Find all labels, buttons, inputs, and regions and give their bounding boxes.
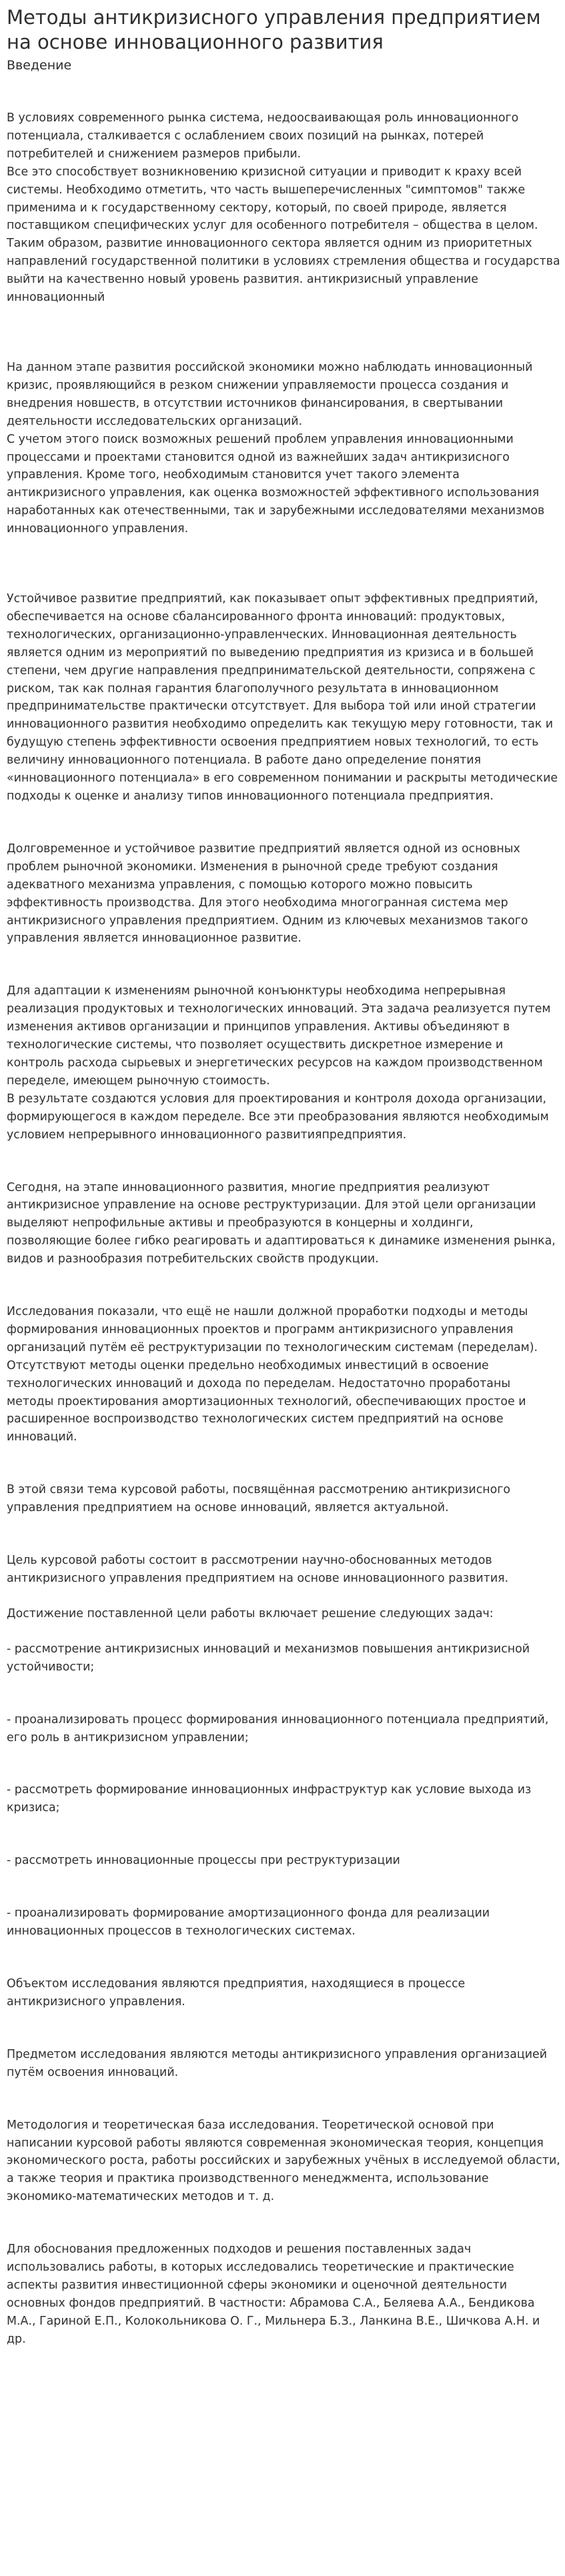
task-item: - проанализировать формирование амортизационного фонда для реализации инновационных процессов в технологических системах. bbox=[7, 1906, 490, 1939]
paragraph-long-term-development: Долговременное и устойчивое развитие предприятий является одной из основных проблем рыночной экономики. Изменения в рыночной среде требуют создания адекватного механизма управления, с помощью которого можно повысить эффективность производства. Для этого необходима многогранная система мер антикризисного управления предприятием. Одним из ключевых механизмов такого управления является инновационное развитие. bbox=[7, 842, 528, 946]
task-item: - проанализировать процесс формирования инновационного потенциала предприятий, его роль в антикризисном управлении; bbox=[7, 1712, 549, 1744]
task-item: - рассмотрение антикризисных инноваций и механизмов повышения антикризисной устойчивости; bbox=[7, 1642, 530, 1674]
document-title: Методы антикризисного управления предприятием на основе инновационного развития bbox=[7, 6, 541, 53]
paragraph-restructuring: Сегодня, на этапе инновационного развития, многие предприятия реализуют антикризисное управление на основе реструктуризации. Для этой цели организации выделяют непрофильные активы и преобразуются в концерны и холдинги, позволяющие более гибко реагировать и адаптироваться к динамике изменения рынка, видов и разнообразия потребительских свойств продукции. bbox=[7, 1180, 556, 1266]
paragraph-sources: Для обоснования предложенных подходов и решения поставленных задач использовались работы, в которых исследовались теоретические и практические аспекты развития инвестиционной сферы экономики и оценочной деятельности основных фондов предприятий. В частности: Абрамова С.А., Беляева А.А., Бендикова М.А., Гариной Е.П., Колокольникова О. Г., Мильнера Б.З., Ланкина В.Е., Шичкова А.Н. и др. bbox=[7, 2243, 540, 2346]
paragraph-adaptation: Для адаптации к изменениям рыночной конъюнктуры необходима непрерывная реализация продуктовых и технологических инноваций. Эта задача реализуется путем изменения активов организации и принципов управления. Активы объединяют в технологические системы, что позволяет осуществить дискретное измерение и контроль расхода сырьевых и энергетических ресурсов на каждом производственном переделе, имеющем рыночную стоимость. В результате создаются условия для проектирования и контроля дохода организации, формирующегося в каждом переделе. Все эти преобразования являются необходимым условием непрерывного инновационного развитияпредприятия. bbox=[7, 984, 551, 1142]
paragraph-innovation-crisis: На данном этапе развития российской экономики можно наблюдать инновационный кризис, проявляющийся в резком снижении управляемости процесса создания и внедрения новшеств, в отсутствии источников финансирования, в свертывании деятельности исследовательских организаций. С учетом этого поиск возможных решений проблем управления инновационными процессами и проектами становится одной из важнейших задач антикризисного управления. Кроме того, необходимым становится учет такого элемента антикризисного управления, как оценка возможностей эффективного использования наработанных как отечественными, так и зарубежными исследователями механизмов инновационного управления. bbox=[7, 360, 545, 536]
paragraph-goal: Цель курсовой работы состоит в рассмотрении научно-обоснованных методов антикризисного управления предприятием на основе инновационного развития. bbox=[7, 1554, 509, 1585]
paragraph-intro-market: В условиях современного рынка система, недоосваивающая роль инновационного потенциала, сталкивается с ослаблением своих позиций на рынках, потерей потребителей и снижением размеров прибыли. Все это способствует возникновению кризисной ситуации и приводит к краху всей системы. Необходимо отметить, что часть вышеперечисленных "симптомов" также применима и к государственному сектору, который, по своей природе, является поставщиком специфических услуг для особенного потребителя – общества в целом. Таким образом, развитие инновационного сектора является одним из приоритетных направлений государственной политики в условиях стремления общества и государства выйти на качественно новый уровень развития. антикризисный управление инновационный bbox=[7, 111, 560, 305]
paragraph-subject: Предметом исследования являются методы антикризисного управления организацией путём освоения инноваций. bbox=[7, 2047, 548, 2079]
task-item: - рассмотреть формирование инновационных инфраструктур как условие выхода из кризиса; bbox=[7, 1783, 532, 1815]
paragraph-research-gaps: Исследования показали, что ещё не нашли должной проработки подходы и методы формирования инновационных проектов и программ антикризисного управления организаций путём её реструктуризации по технологическим системам (переделам). Отсутствуют методы оценки предельно необходимых инвестиций в освоение технологических инноваций и дохода по переделам. Недостаточно проработаны методы проектирования амортизационных технологий, обеспечивающих простое и расширенное воспроизводство технологических систем предприятий на основе инноваций. bbox=[7, 1305, 538, 1444]
paragraph-sustainable-development: Устойчивое развитие предприятий, как показывает опыт эффективных предприятий, обеспечивается на основе сбалансированного фронта инноваций: продуктовых, технологических, организационно-управленческих. Инновационная деятельность является одним из мероприятий по выведению предприятия из кризиса и в большей степени, чем другие направления предпринимательской деятельности, сопряжена с риском, так как полная гарантия благополучного результата в инновационном предпринимательстве практически отсутствует. Для выбора той или иной стратегии инновационного развития необходимо определить как текущую меру готовности, так и будущую степень эффективности освоения предприятием новых технологий, то есть величину инновационного потенциала. В работе дано определение понятия «инновационного потенциала» в его современном понимании и раскрыты методические подходы к оценке и анализу типов инновационного потенциала предприятия. bbox=[7, 592, 558, 803]
section-heading: Введение bbox=[7, 58, 72, 73]
paragraph-tasks-intro: Достижение поставленной цели работы включает решение следующих задач: bbox=[7, 1606, 494, 1620]
paragraph-object: Объектом исследования являются предприятия, находящиеся в процессе антикризисного управления. bbox=[7, 1977, 466, 2009]
paragraph-relevance: В этой связи тема курсовой работы, посвящённая рассмотрению антикризисного управления предприятием на основе инноваций, является актуальной. bbox=[7, 1483, 511, 1515]
paragraph-methodology: Методология и теоретическая база исследования. Теоретической основой при написании курсовой работы являются современная экономическая теория, концепция экономического роста, работы российских и зарубежных учёных в исследуемой области, а также теория и практика производственного менеджмента, использование экономико-математических методов и т. д. bbox=[7, 2118, 560, 2204]
task-item: - рассмотреть инновационные процессы при реструктуризации bbox=[7, 1854, 400, 1868]
